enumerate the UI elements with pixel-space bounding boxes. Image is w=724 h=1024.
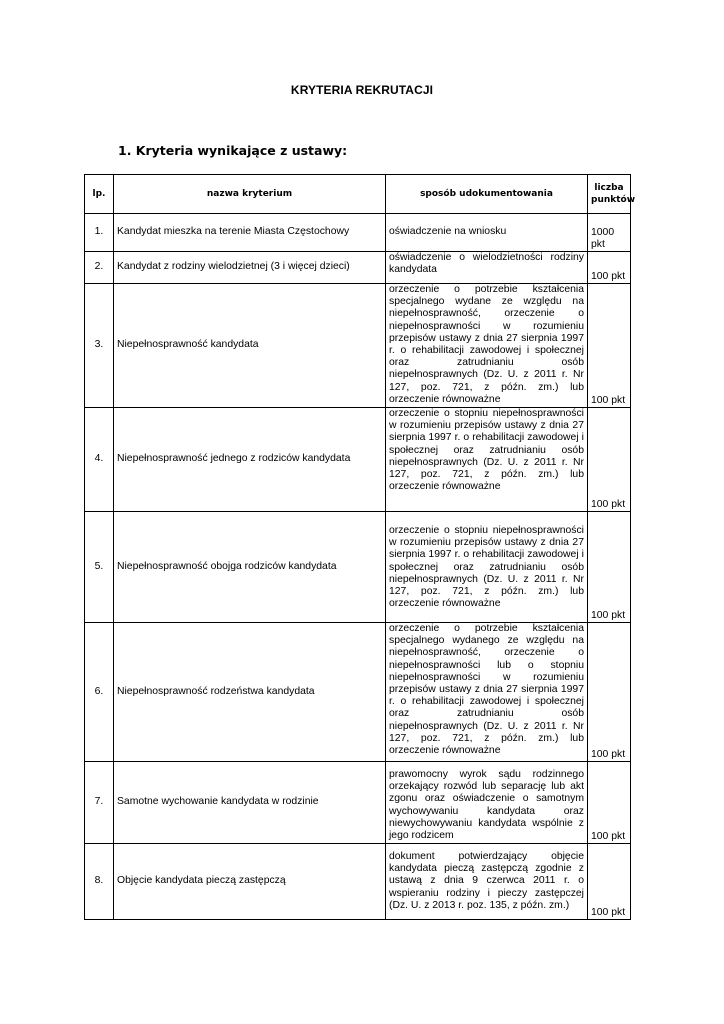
table-row <box>85 623 631 762</box>
table-row <box>85 512 631 623</box>
row-name: Samotne wychowanie kandydata w rodzinie <box>114 762 386 844</box>
row-lp: 4. <box>85 408 114 512</box>
row-method: orzeczenie o potrzebie kształcenia specjalnego wydanego ze względu na niepełnosprawność, orzeczenie o niepełnosprawności lub o stopniu niepełnosprawności w rozumieniu przepisów ustawy z dnia 27 sierpnia 1997 r. o rehabilitacji zawodowej i społecznej oraz zatrudnianiu osób niepełnosprawnych (Dz. U. z 2011 r. Nr 127, poz. 721, z późn. zm.) lub orzeczenie równoważne <box>386 623 588 762</box>
row-name: Niepełnosprawność kandydata <box>114 284 386 408</box>
row-method: orzeczenie o potrzebie kształcenia specjalnego wydane ze względu na niepełnosprawność, orzeczenie o niepełnosprawności w rozumieniu przepisów ustawy z dnia 27 sierpnia 1997 r. o rehabilitacji zawodowej i społecznej oraz zatrudnianiu osób niepełnosprawnych (Dz. U. z 2011 r. Nr 127, poz. 721, z późn. zm.) lub orzeczenie równoważne <box>386 284 588 408</box>
section-title: 1. Kryteria wynikające z ustawy: <box>118 143 348 158</box>
row-lp: 6. <box>85 623 114 762</box>
row-name: Kandydat mieszka na terenie Miasta Częstochowy <box>114 214 386 252</box>
row-name: Niepełnosprawność jednego z rodziców kandydata <box>114 408 386 512</box>
row-points: 100 pkt <box>588 512 631 623</box>
row-method: orzeczenie o stopniu niepełnosprawności w rozumieniu przepisów ustawy z dnia 27 sierpnia 1997 r. o rehabilitacji zawodowej i społecznej oraz zatrudnianiu osób niepełnosprawnych (Dz. U. z 2011 r. Nr 127, poz. 721, z późn. zm.) lub orzeczenie równoważne <box>386 408 588 512</box>
row-method: prawomocny wyrok sądu rodzinnego orzekający rozwód lub separację lub akt zgonu oraz oświadczenie o samotnym wychowywaniu kandydata oraz niewychowywaniu kandydata wspólnie z jego rodzicem <box>386 762 588 844</box>
table-row <box>85 252 631 284</box>
row-method: oświadczenie o wielodzietności rodziny kandydata <box>386 252 588 284</box>
row-points: 100 pkt <box>588 252 631 284</box>
row-lp: 5. <box>85 512 114 623</box>
row-points: 1000 pkt <box>588 214 631 252</box>
header-points: liczba punktów <box>588 175 631 214</box>
document-title: KRYTERIA REKRUTACJI <box>290 83 434 97</box>
table-row <box>85 844 631 920</box>
row-lp: 3. <box>85 284 114 408</box>
row-name: Niepełnosprawność rodzeństwa kandydata <box>114 623 386 762</box>
criteria-table <box>84 174 636 920</box>
table-header-row <box>85 175 631 214</box>
row-points: 100 pkt <box>588 844 631 920</box>
header-lp: lp. <box>85 175 114 214</box>
row-name: Niepełnosprawność obojga rodziców kandydata <box>114 512 386 623</box>
row-name: Kandydat z rodziny wielodzietnej (3 i więcej dzieci) <box>114 252 386 284</box>
row-lp: 1. <box>85 214 114 252</box>
table-row <box>85 408 631 512</box>
row-lp: 7. <box>85 762 114 844</box>
row-method: orzeczenie o stopniu niepełnosprawności w rozumieniu przepisów ustawy z dnia 27 sierpnia 1997 r. o rehabilitacji zawodowej i społecznej oraz zatrudnianiu osób niepełnosprawnych (Dz. U. z 2011 r. Nr 127, poz. 721, z późn. zm.) lub orzeczenie równoważne <box>386 512 588 623</box>
row-method: oświadczenie na wniosku <box>386 214 588 252</box>
row-method: dokument potwierdzający objęcie kandydata pieczą zastępczą zgodnie z ustawą z dnia 9 czerwca 2011 r. o wspieraniu rodziny i pieczy zastępczej (Dz. U. z 2013 r. poz. 135, z późn. zm.) <box>386 844 588 920</box>
row-lp: 2. <box>85 252 114 284</box>
row-points: 100 pkt <box>588 623 631 762</box>
row-points: 100 pkt <box>588 408 631 512</box>
table-row <box>85 214 631 252</box>
row-points: 100 pkt <box>588 762 631 844</box>
header-name: nazwa kryterium <box>114 175 386 214</box>
row-lp: 8. <box>85 844 114 920</box>
table-row <box>85 284 631 408</box>
header-method: sposób udokumentowania <box>386 175 588 214</box>
row-name: Objęcie kandydata pieczą zastępczą <box>114 844 386 920</box>
row-points: 100 pkt <box>588 284 631 408</box>
table-row <box>85 762 631 844</box>
